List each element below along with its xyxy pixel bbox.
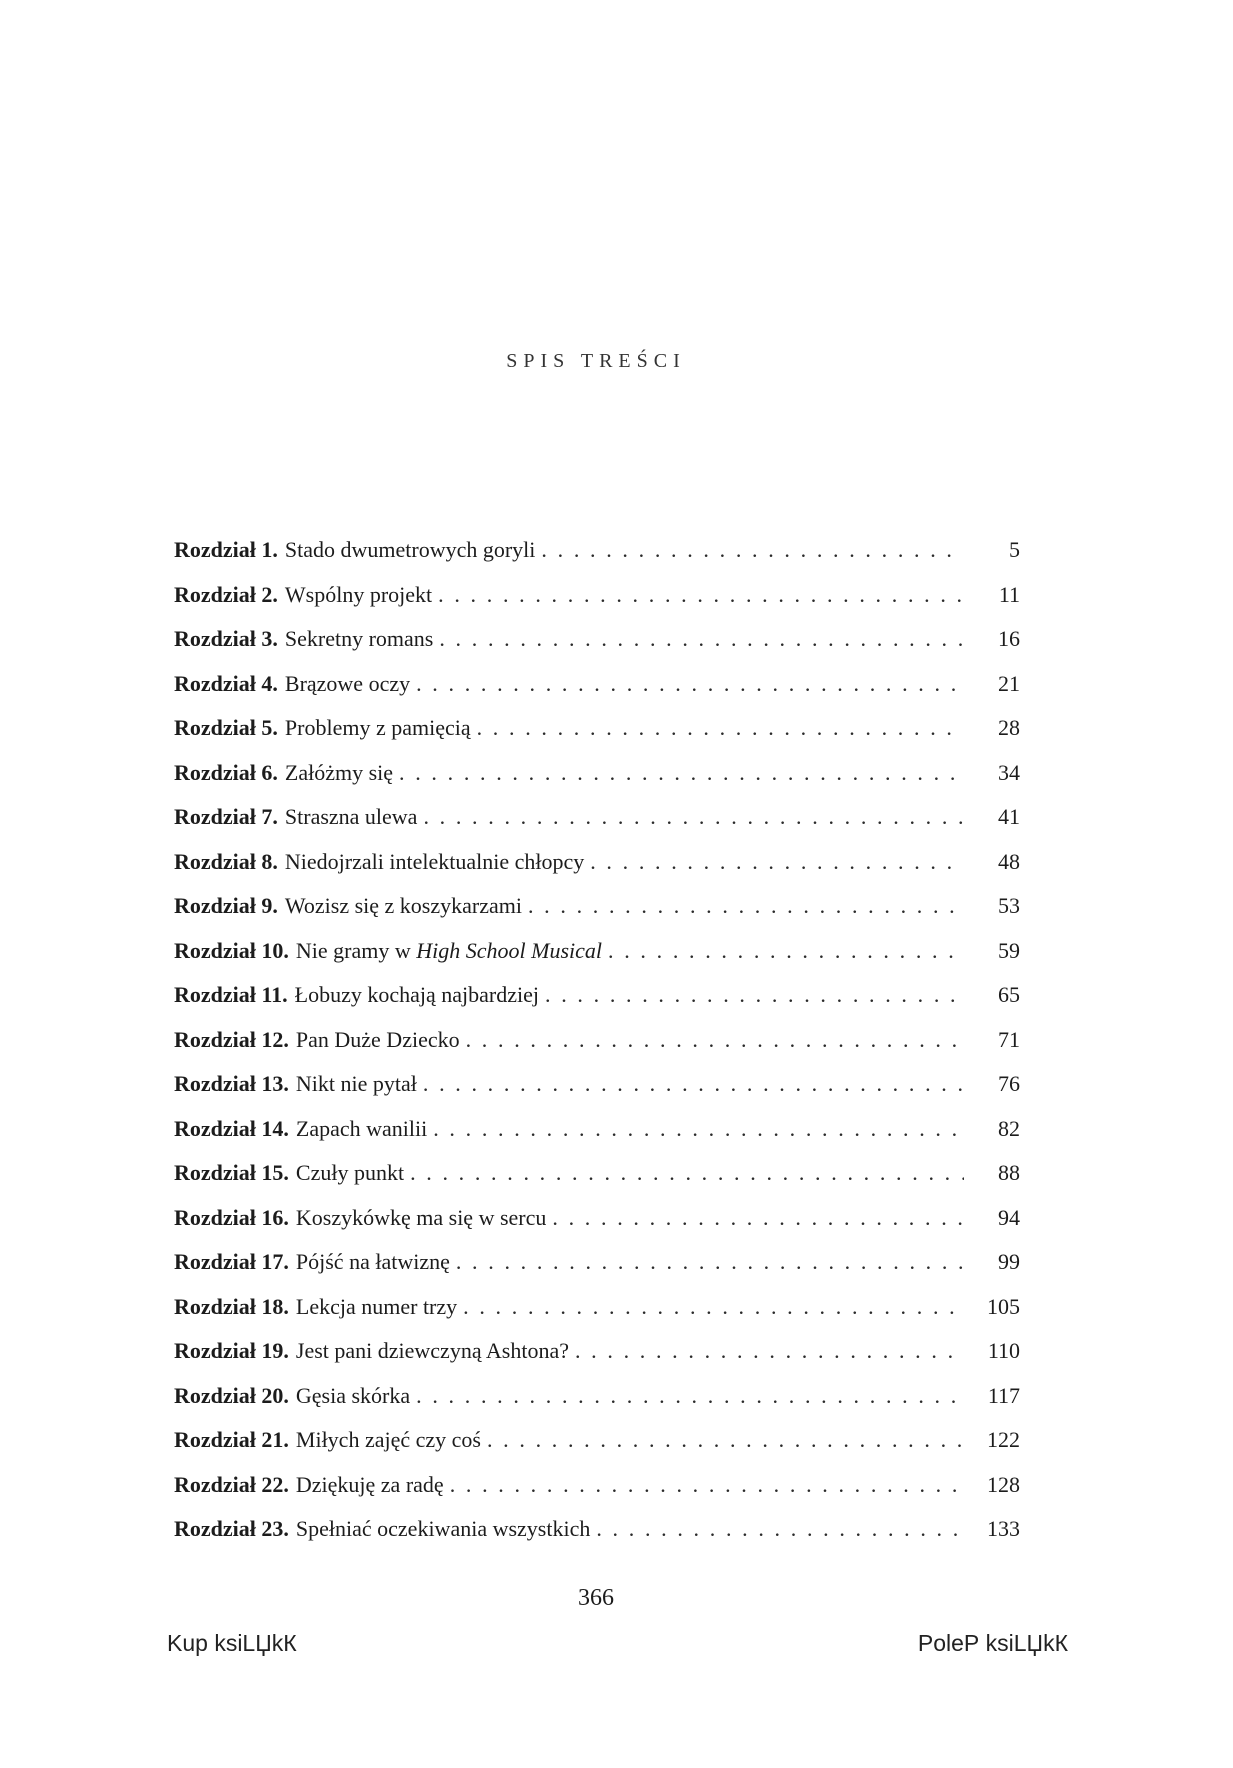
toc-entry[interactable] — [174, 891, 1020, 936]
toc-leader-dots — [423, 1069, 964, 1099]
toc-chapter-title-text: Dziękuję za radę — [295, 1471, 444, 1497]
table-of-contents — [174, 535, 1020, 1559]
toc-chapter-title — [296, 1514, 590, 1544]
toc-chapter-title-text: Gęsia skórka — [295, 1382, 411, 1408]
toc-chapter-label: Rozdział 12. — [174, 1026, 289, 1052]
toc-chapter-label: Rozdział 21. — [174, 1427, 289, 1452]
toc-chapter-label: Rozdział 6. — [174, 759, 278, 785]
toc-chapter-title — [285, 802, 418, 832]
toc-leader-dots — [438, 580, 964, 610]
toc-entry[interactable] — [174, 1114, 1020, 1159]
toc-chapter-title — [296, 1381, 410, 1411]
toc-chapter-label: Rozdział 20. — [174, 1382, 289, 1408]
toc-page-number: 122 — [987, 1427, 1020, 1452]
toc-entry[interactable] — [174, 713, 1020, 758]
toc-page-number: 48 — [998, 848, 1020, 874]
toc-chapter-title — [285, 713, 471, 743]
toc-chapter-title — [285, 891, 522, 921]
toc-leader-dots — [541, 535, 964, 565]
toc-chapter-title — [296, 1247, 450, 1277]
toc-entry[interactable] — [174, 802, 1020, 847]
toc-entry[interactable] — [174, 1292, 1020, 1337]
toc-chapter-title-text: Sekretny romans — [284, 626, 434, 651]
toc-page-number: 11 — [998, 581, 1020, 607]
toc-chapter-title-text: Załóżmy się — [284, 759, 394, 785]
toc-chapter-title-text: Pan Duże Dziecko — [295, 1026, 460, 1052]
toc-chapter-title-text: Stado dwumetrowych goryli — [284, 537, 536, 562]
toc-chapter-title — [296, 1114, 427, 1144]
toc-chapter-label: Rozdział 23. — [174, 1516, 289, 1541]
toc-page-number: 59 — [998, 937, 1020, 963]
toc-entry[interactable] — [174, 1247, 1020, 1292]
toc-chapter-title-text: Brązowe oczy — [284, 670, 411, 696]
toc-entry[interactable] — [174, 758, 1020, 803]
toc-page-number: 34 — [998, 759, 1020, 785]
toc-chapter-label: Rozdział 5. — [174, 715, 278, 740]
toc-page-number: 5 — [1009, 537, 1020, 562]
toc-chapter-title-text: Spełniać oczekiwania wszystkich — [295, 1516, 591, 1541]
toc-page-number: 53 — [998, 893, 1020, 918]
toc-chapter-title — [296, 1425, 481, 1455]
toc-entry[interactable] — [174, 1381, 1020, 1426]
toc-chapter-title-text: Czuły punkt — [295, 1160, 405, 1185]
toc-chapter-title — [285, 580, 432, 610]
toc-chapter-label: Rozdział 8. — [174, 848, 278, 874]
toc-chapter-title-text: Łobuzy kochają najbardziej — [294, 982, 540, 1007]
toc-chapter-title-italic: High School Musical — [416, 937, 603, 963]
toc-chapter-label: Rozdział 7. — [174, 804, 278, 829]
toc-chapter-label: Rozdział 11. — [174, 982, 288, 1007]
toc-chapter-title — [285, 758, 393, 788]
toc-chapter-label: Rozdział 1. — [174, 537, 278, 562]
toc-entry[interactable] — [174, 936, 1020, 981]
toc-chapter-title-text: Problemy z pamięcią — [284, 715, 471, 740]
toc-leader-dots — [416, 1381, 964, 1411]
toc-leader-dots — [456, 1247, 964, 1277]
buy-book-link[interactable]: Kup ksiLЏkК — [167, 1630, 297, 1656]
toc-entry[interactable] — [174, 624, 1020, 669]
toc-page-number: 110 — [987, 1338, 1020, 1363]
toc-chapter-title-text: Jest pani dziewczyną Ashtona? — [295, 1338, 569, 1363]
toc-page-number: 117 — [987, 1382, 1020, 1408]
toc-chapter-label: Rozdział 17. — [174, 1249, 289, 1274]
toc-entry[interactable] — [174, 1025, 1020, 1070]
toc-chapter-label: Rozdział 10. — [174, 937, 289, 963]
toc-chapter-title-text: Nie gramy w — [295, 937, 417, 963]
toc-leader-dots — [596, 1514, 964, 1544]
toc-entry[interactable] — [174, 580, 1020, 625]
toc-entry[interactable] — [174, 1336, 1020, 1381]
toc-chapter-title-text: Pójść na łatwiznę — [295, 1249, 450, 1274]
toc-chapter-title — [296, 936, 602, 966]
toc-chapter-title — [296, 1069, 417, 1099]
toc-entry[interactable] — [174, 1158, 1020, 1203]
toc-chapter-title — [296, 1158, 404, 1188]
toc-chapter-title — [285, 535, 536, 565]
toc-chapter-title — [285, 847, 584, 877]
toc-chapter-title-text: Straszna ulewa — [284, 804, 418, 829]
toc-chapter-label: Rozdział 18. — [174, 1293, 289, 1319]
toc-chapter-title — [296, 1470, 444, 1500]
toc-chapter-title-text: Koszykówkę ma się w sercu — [295, 1204, 547, 1230]
toc-leader-dots — [423, 802, 964, 832]
toc-chapter-label: Rozdział 19. — [174, 1338, 289, 1363]
toc-chapter-label: Rozdział 13. — [174, 1071, 289, 1096]
toc-entry[interactable] — [174, 669, 1020, 714]
toc-page-number: 105 — [987, 1293, 1020, 1319]
toc-page-number: 133 — [987, 1516, 1020, 1541]
toc-page-number: 99 — [998, 1249, 1020, 1274]
toc-leader-dots — [487, 1425, 964, 1455]
toc-chapter-title — [296, 1336, 569, 1366]
toc-chapter-title-text: Wspólny projekt — [284, 581, 433, 607]
toc-entry[interactable] — [174, 847, 1020, 892]
toc-leader-dots — [477, 713, 964, 743]
toc-entry[interactable] — [174, 1069, 1020, 1114]
toc-chapter-label: Rozdział 14. — [174, 1115, 289, 1141]
toc-leader-dots — [463, 1292, 964, 1322]
toc-entry[interactable] — [174, 1514, 1020, 1559]
toc-chapter-label: Rozdział 16. — [174, 1204, 289, 1230]
toc-page-number: 82 — [998, 1115, 1020, 1141]
toc-page-number: 76 — [998, 1071, 1020, 1096]
toc-page-number: 41 — [998, 804, 1020, 829]
toc-leader-dots — [433, 1114, 964, 1144]
page-title: SPIS TREŚCI — [506, 350, 686, 372]
toc-chapter-title — [295, 980, 539, 1010]
toc-page-number: 16 — [998, 626, 1020, 651]
toc-chapter-title — [285, 669, 410, 699]
toc-leader-dots — [399, 758, 964, 788]
toc-leader-dots — [590, 847, 964, 877]
toc-entry[interactable] — [174, 1425, 1020, 1470]
toc-chapter-title-text: Niedojrzali intelektualnie chłopcy — [284, 848, 585, 874]
toc-page-number: 94 — [998, 1204, 1020, 1230]
toc-chapter-label: Rozdział 22. — [174, 1471, 289, 1497]
toc-chapter-title-text: Nikt nie pytał — [295, 1071, 417, 1096]
toc-leader-dots — [466, 1025, 964, 1055]
toc-chapter-label: Rozdział 2. — [174, 581, 278, 607]
toc-chapter-title-text: Zapach wanilii — [295, 1115, 428, 1141]
toc-entry[interactable] — [174, 1203, 1020, 1248]
toc-chapter-title-text: Lekcja numer trzy — [295, 1293, 458, 1319]
toc-chapter-label: Rozdział 4. — [174, 670, 278, 696]
toc-page-number: 21 — [998, 670, 1020, 696]
toc-entry[interactable] — [174, 1470, 1020, 1515]
toc-chapter-title — [296, 1203, 547, 1233]
toc-page-number: 88 — [998, 1160, 1020, 1185]
toc-page-number: 71 — [998, 1026, 1020, 1052]
toc-page-number: 128 — [987, 1471, 1020, 1497]
toc-leader-dots — [552, 1203, 964, 1233]
toc-leader-dots — [608, 936, 964, 966]
toc-entry[interactable] — [174, 535, 1020, 580]
toc-page-number: 28 — [998, 715, 1020, 740]
toc-chapter-label: Rozdział 9. — [174, 893, 278, 918]
toc-chapter-label: Rozdział 15. — [174, 1160, 289, 1185]
toc-leader-dots — [575, 1336, 964, 1366]
page-number: 366 — [578, 1585, 614, 1611]
toc-chapter-title-text: Wozisz się z koszykarzami — [284, 893, 522, 918]
toc-chapter-title — [285, 624, 433, 654]
toc-entry[interactable] — [174, 980, 1020, 1025]
recommend-book-link[interactable]: PoleР ksiLЏkК — [917, 1630, 1068, 1656]
toc-leader-dots — [528, 891, 964, 921]
toc-page-number: 65 — [998, 982, 1020, 1007]
toc-leader-dots — [416, 669, 964, 699]
toc-leader-dots — [450, 1470, 964, 1500]
toc-chapter-title — [296, 1025, 460, 1055]
toc-leader-dots — [545, 980, 964, 1010]
toc-leader-dots — [439, 624, 964, 654]
toc-chapter-title-text: Miłych zajęć czy coś — [295, 1427, 481, 1452]
toc-chapter-title — [296, 1292, 457, 1322]
toc-leader-dots — [410, 1158, 964, 1188]
toc-chapter-label: Rozdział 3. — [174, 626, 278, 651]
